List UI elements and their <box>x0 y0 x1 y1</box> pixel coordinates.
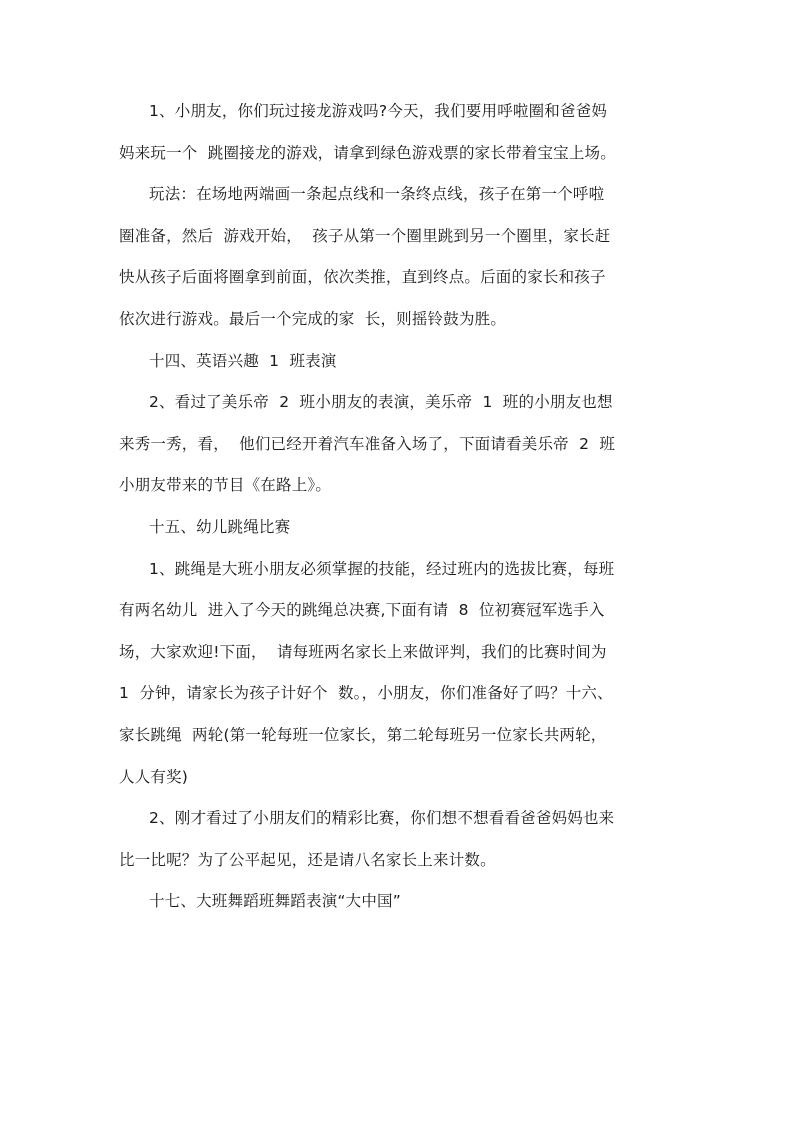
paragraph-line: 1、小朋友，你们玩过接龙游戏吗?今天，我们要用呼啦圈和爸爸妈 <box>149 102 608 120</box>
paragraph-line: 来秀一秀，看， 他们已经开着汽车准备入场了，下面请看美乐帝 2 班 <box>119 434 616 453</box>
paragraph-line: 玩法：在场地两端画一条起点线和一条终点线，孩子在第一个呼啦 <box>149 185 605 204</box>
paragraph-line: 依次进行游戏。最后一个完成的家 长，则摇铃鼓为胜。 <box>119 309 507 328</box>
paragraph-line: 有两名幼儿 进入了今天的跳绳总决赛,下面有请 8 位初赛冠军选手入 <box>119 601 605 620</box>
paragraph-line: 圈准备，然后 游戏开始， 孩子从第一个圈里跳到另一个圈里，家长赶 <box>119 226 611 245</box>
paragraph-line: 比一比呢？为了公平起见，还是请八名家长上来计数。 <box>119 850 496 869</box>
paragraph-line: 场，大家欢迎!下面， 请每班两名家长上来做评判，我们的比赛时间为 <box>119 642 607 661</box>
paragraph-line: 1 分钟，请家长为孩子计好个 数。，小朋友，你们准备好了吗？十六、 <box>119 684 613 703</box>
paragraph-line: 2、刚才看过了小朋友们的精彩比赛，你们想不想看看爸爸妈妈也来 <box>149 809 615 828</box>
section-heading: 十七、大班舞蹈班舞蹈表演“大中国” <box>149 892 401 911</box>
paragraph-line: 1、跳绳是大班小朋友必须掌握的技能，经过班内的选拔比赛，每班 <box>149 559 615 578</box>
section-heading: 十五、幼儿跳绳比赛 <box>149 517 291 536</box>
paragraph-line: 小朋友带来的节目《在路上》。 <box>119 476 332 495</box>
document-body <box>119 101 681 933</box>
paragraph-line: 家长跳绳 两轮(第一轮每班一位家长，第二轮每班另一位家长共两轮， <box>119 725 607 744</box>
paragraph-line: 妈来玩一个 跳圈接龙的游戏，请拿到绿色游戏票的家长带着宝宝上场。 <box>119 143 616 162</box>
paragraph-line: 人人有奖) <box>119 767 189 786</box>
paragraph-line: 快从孩子后面将圈拿到前面，依次类推，直到终点。后面的家长和孩子 <box>119 268 606 287</box>
section-heading: 十四、英语兴趣 1 班表演 <box>149 351 337 370</box>
paragraph-line: 2、看过了美乐帝 2 班小朋友的表演，美乐帝 1 班的小朋友也想 <box>149 393 613 412</box>
